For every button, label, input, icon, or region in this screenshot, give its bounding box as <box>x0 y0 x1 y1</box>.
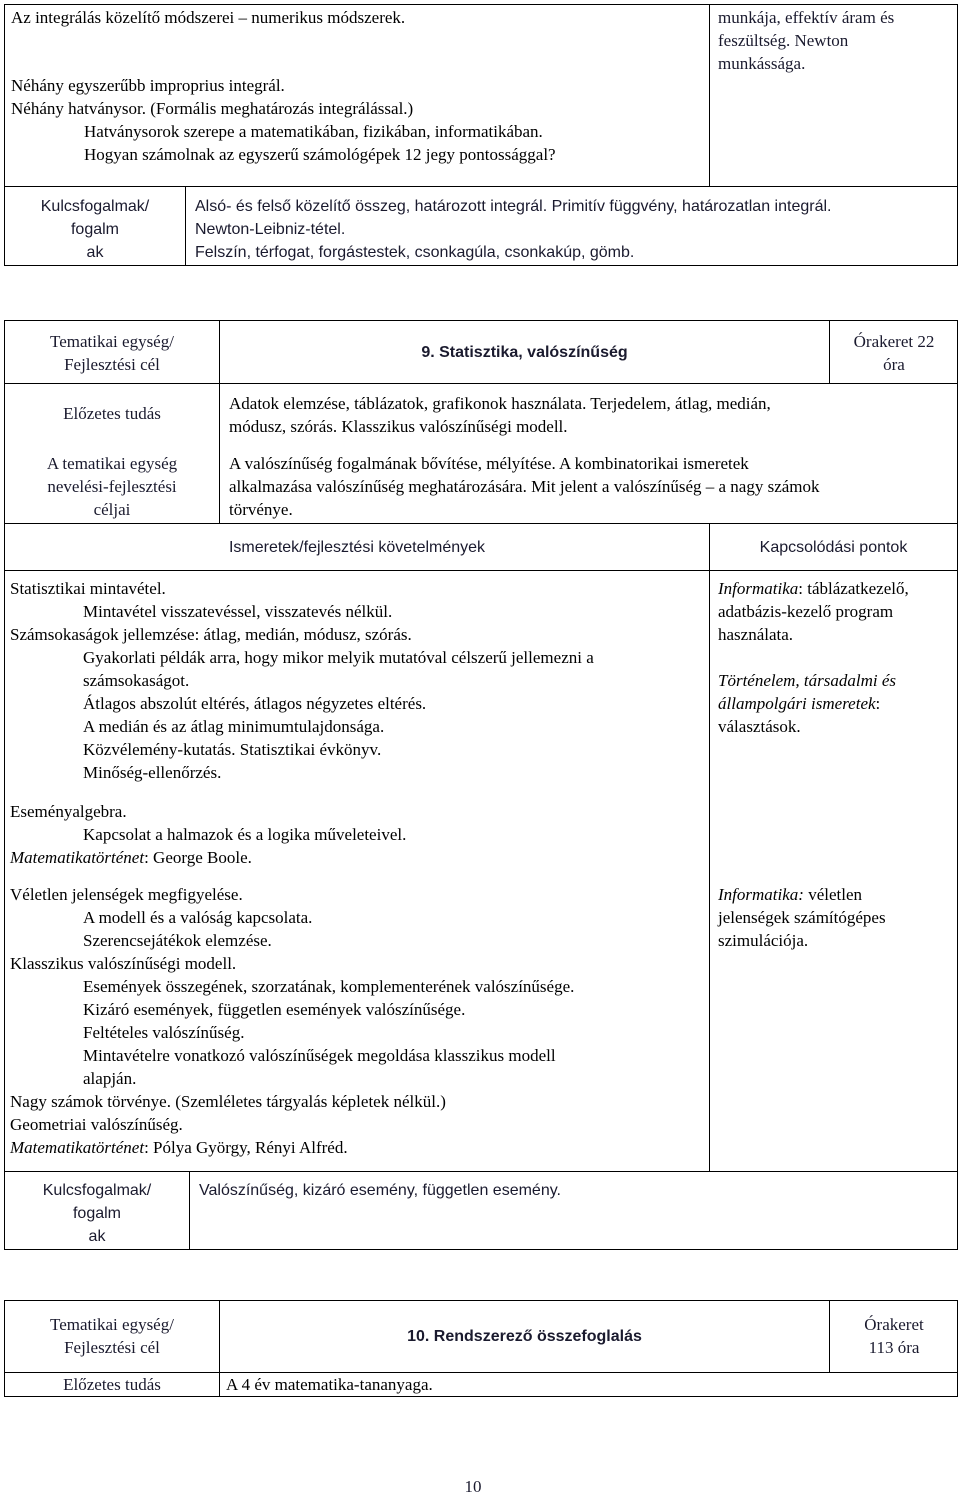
prev-link-line: feszültség. Newton <box>718 31 849 50</box>
unit-label: Tematikai egység/ Fejlesztési cél <box>50 1315 174 1357</box>
unit-label: Tematikai egység/ Fejlesztési cél <box>50 332 174 374</box>
prev-link-line: munkája, effektív áram és <box>718 8 895 27</box>
prev-keywords-label: Kulcsfogalmak/ fogalm ak <box>40 198 150 261</box>
requirements-group-probability: Véletlen jelenségek megfigyelése. A modell és a valóság kapcsolata. Szerencsejátékok elemzése. Klasszikus valószínűségi modell. Események összegének, szorzatának, komplementerének valószínűsége. Kizáró események, független események valószínűsége. Feltételes valószínűség. Mintavételre vonatkozó valószínűségek megoldása klasszikus modell alapján. Nagy számok törvénye. (Szemléletes tárgyalás képletek nélkül.) Geometriai valószínűség. Matematikatörténet: Pólya György, Rényi Alfréd. <box>10 885 575 1157</box>
keywords: Valószínűség, kizáró esemény, független esemény. <box>199 1182 561 1199</box>
page-number: 10 <box>464 1477 482 1496</box>
prior-knowledge-label: Előzetes tudás <box>63 1375 161 1394</box>
links-probability: Informatika: véletlen jelenségek számítógépes szimulációja. <box>718 885 886 950</box>
prev-line: Az integrálás közelítő módszerei – numerikus módszerek. <box>11 8 406 27</box>
hours-frame: Órakeret 22 óra <box>853 332 935 374</box>
keywords-label: Kulcsfogalmak/ fogalm ak <box>42 1182 152 1245</box>
prev-line: Hatványsorok szerepe a matematikában, fizikában, informatikában. <box>84 122 543 141</box>
prev-line: Néhány egyszerűbb improprius integrál. <box>11 76 285 95</box>
hours-frame: Órakeret 113 óra <box>864 1315 924 1357</box>
prev-keywords: Alsó- és felső közelítő összeg, határozott integrál. Primitív függvény, határozatlan integrál. Newton-Leibniz-tétel. Felszín, térfogat, forgástestek, csonkagúla, csonkakúp, gömb. <box>195 198 832 261</box>
unit-title: 9. Statisztika, valószínűség <box>421 344 628 361</box>
prior-knowledge: Adatok elemzése, táblázatok, grafikonok használata. Terjedelem, átlag, medián, módusz, szórás. Klasszikus valószínűségi modell. <box>229 394 771 436</box>
col-header-links: Kapcsolódási pontok <box>759 539 908 556</box>
goals: A valószínűség fogalmának bővítése, mélyítése. A kombinatorikai ismeretek alkalmazása valószínűség meghatározására. Mit jelent a valószínűség – a nagy számok törvénye. <box>229 454 820 519</box>
links-statistics: Informatika: táblázatkezelő, adatbázis-kezelő program használata. Történelem, társadalmi és állampolgári ismeretek: választások. <box>718 579 909 736</box>
prev-link-line: munkássága. <box>718 54 806 73</box>
goals-label: A tematikai egység nevelési-fejlesztési céljai <box>46 454 178 519</box>
prev-links <box>718 6 954 75</box>
prev-line: Néhány hatványsor. (Formális meghatározás integrálással.) <box>11 99 414 118</box>
requirements-group-event-algebra: Eseményalgebra. Kapcsolat a halmazok és a logika műveleteivel. Matematikatörténet: George Boole. <box>10 802 407 867</box>
prev-line <box>11 29 701 52</box>
prev-line: Hogyan számolnak az egyszerű számológépek 12 jegy pontossággal? <box>84 145 556 164</box>
prev-content <box>11 6 701 166</box>
unit-title: 10. Rendszerező összefoglalás <box>407 1328 642 1345</box>
prior-knowledge-label: Előzetes tudás <box>63 404 161 423</box>
requirements-group-statistics: Statisztikai mintavétel. Mintavétel visszatevéssel, visszatevés nélkül. Számsokaságok jellemzése: átlag, medián, módusz, szórás. Gyakorlati példák arra, hogy mikor melyik mutatóval célszerű jellemezni a számsokaságot. Átlagos abszolút eltérés, átlagos négyzetes eltérés. A medián és az átlag minimumtulajdonsága. Közvélemény-kutatás. Statisztikai évkönyv. Minőség-ellenőrzés. <box>10 579 594 782</box>
col-header-requirements: Ismeretek/fejlesztési követelmények <box>228 539 486 556</box>
prior-knowledge: A 4 év matematika-tananyaga. <box>226 1375 433 1394</box>
